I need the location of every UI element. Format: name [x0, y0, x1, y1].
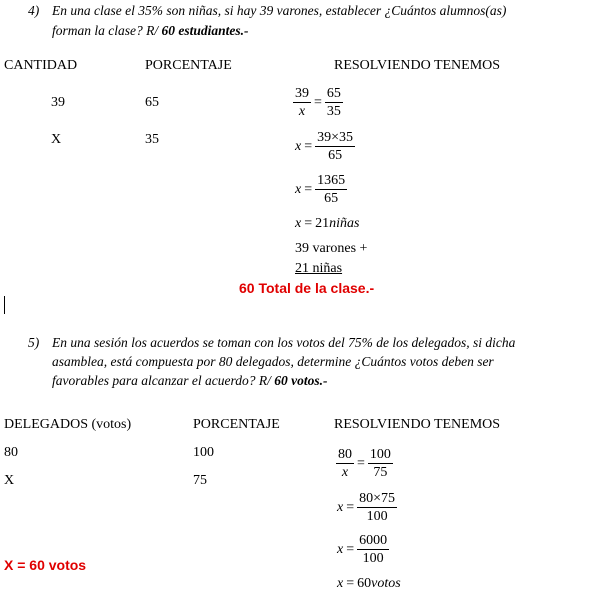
- col-header-resolviendo: RESOLVIENDO TENEMOS: [334, 58, 501, 73]
- final-result: X = 60 votos: [4, 557, 87, 573]
- equation-step-4: x = 21niñas: [295, 216, 360, 231]
- col-header-porcentaje: PORCENTAJE: [193, 417, 280, 432]
- table-cell-pct: 75: [193, 473, 207, 488]
- sum-line-2: 21 niñas: [295, 261, 343, 276]
- text-cursor: [4, 296, 5, 314]
- problem-4-answer: 60 estudiantes.-: [161, 23, 249, 38]
- problem-5-number: 5): [28, 335, 40, 350]
- table-cell-pct: 35: [145, 132, 159, 147]
- table-cell-qty: 39: [51, 95, 65, 110]
- equation-step-3: x = $\frac{6000}{100}$: [337, 533, 388, 566]
- problem-4-text-line2: forman la clase? R/ 60 estudiantes.-: [52, 23, 249, 38]
- problem-5-text-line1: En una sesión los acuerdos se toman con los votos del 75% de los delegados, si dicha: [52, 335, 516, 350]
- problem-5-text-line3: favorables para alcanzar el acuerdo? R/ 60 votos.-: [52, 373, 328, 388]
- table-cell-qty: X: [4, 473, 15, 488]
- problem-4-text-line1: En una clase el 35% son niñas, si hay 39 varones, establecer ¿Cuántos alumnos(as): [52, 3, 507, 18]
- col-header-resolviendo: RESOLVIENDO TENEMOS: [334, 417, 501, 432]
- col-header-delegados: DELEGADOS (votos): [4, 417, 132, 432]
- equation-proportion: $\frac{80}{x}$ = $\frac{100}{75}$: [338, 447, 391, 480]
- table-cell-qty: X: [51, 132, 62, 147]
- table-cell-pct: 65: [145, 95, 159, 110]
- equation-step-2: x = $\frac{39\times 35}{65}$: [295, 130, 354, 163]
- problem-5-text-line2: asamblea, está compuesta por 80 delegados, determine ¿Cuántos votos deben ser: [52, 354, 494, 369]
- equation-proportion: $\frac{39}{x}$ = $\frac{65}{35}$: [295, 86, 341, 119]
- sum-line-1: 39 varones +: [295, 241, 368, 256]
- total-result: 60 Total de la clase.-: [239, 280, 375, 296]
- table-cell-pct: 100: [193, 445, 214, 460]
- equation-step-3: x = $\frac{1365}{65}$: [295, 173, 346, 206]
- problem-5-statement: [28, 334, 602, 394]
- table-cell-qty: 80: [4, 445, 18, 460]
- equation-step-2: x = $\frac{80\times 75}{100}$: [337, 491, 396, 524]
- col-header-cantidad: CANTIDAD: [4, 58, 78, 73]
- problem-4-statement: [28, 2, 598, 42]
- problem-4-number: 4): [28, 3, 40, 18]
- col-header-porcentaje: PORCENTAJE: [145, 58, 232, 73]
- equation-step-4: x = 60votos: [337, 576, 401, 591]
- problem-5-answer: 60 votos.-: [274, 373, 328, 388]
